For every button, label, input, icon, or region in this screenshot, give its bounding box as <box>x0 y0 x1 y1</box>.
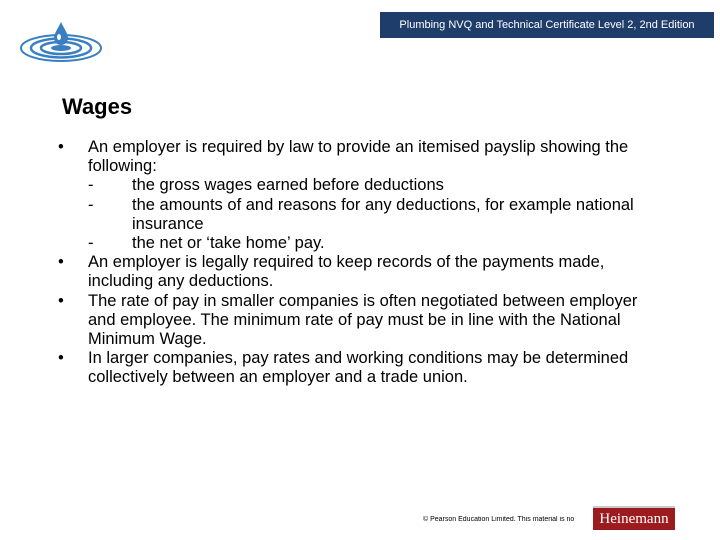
sub-item-line: the gross wages earned before deductions <box>132 176 444 195</box>
publisher-logo <box>593 506 675 530</box>
bullet-list <box>58 138 698 388</box>
slide-title: Wages <box>62 94 133 119</box>
bullet-item <box>58 292 698 350</box>
bullet-item <box>58 349 698 387</box>
bullet-marker: • <box>58 253 64 272</box>
sub-item <box>58 176 698 195</box>
water-drop-ripple-icon <box>18 18 104 70</box>
bullet-marker: • <box>58 138 64 156</box>
bullet-line: An employer is legally required to keep records of the payments made, <box>88 253 605 272</box>
publisher-name: Heinemann <box>599 510 669 527</box>
bullet-line: In larger companies, pay rates and working conditions may be determined <box>88 349 629 368</box>
bullet-line: following: <box>88 157 157 176</box>
dash-marker: - <box>88 234 94 253</box>
bullet-line: and employee. The minimum rate of pay must be in line with the National <box>88 310 621 329</box>
bullet-marker: • <box>58 291 64 310</box>
copyright-notice: © Pearson Education Limited. This material is no <box>423 516 575 523</box>
dash-marker: - <box>88 176 94 195</box>
bullet-item <box>58 138 698 176</box>
bullet-line: The rate of pay in smaller companies is often negotiated between employer <box>88 291 638 310</box>
header-banner <box>380 12 714 38</box>
dash-marker: - <box>88 195 94 214</box>
bullet-marker: • <box>58 349 64 368</box>
sub-item <box>58 234 698 253</box>
bullet-line: collectively between an employer and a trade union. <box>88 368 468 387</box>
sub-item <box>58 196 698 234</box>
bullet-line: An employer is required by law to provide an itemised payslip showing the <box>88 138 629 156</box>
banner-text: Plumbing NVQ and Technical Certificate Level 2, 2nd Edition <box>399 19 695 31</box>
bullet-item <box>58 253 698 291</box>
sub-item-line: insurance <box>132 214 204 233</box>
sub-item-line: the net or ‘take home’ pay. <box>132 234 325 253</box>
bullet-line: Minimum Wage. <box>88 330 207 349</box>
bullet-line: including any deductions. <box>88 272 274 291</box>
sub-item-line: the amounts of and reasons for any deductions, for example national <box>132 195 634 214</box>
